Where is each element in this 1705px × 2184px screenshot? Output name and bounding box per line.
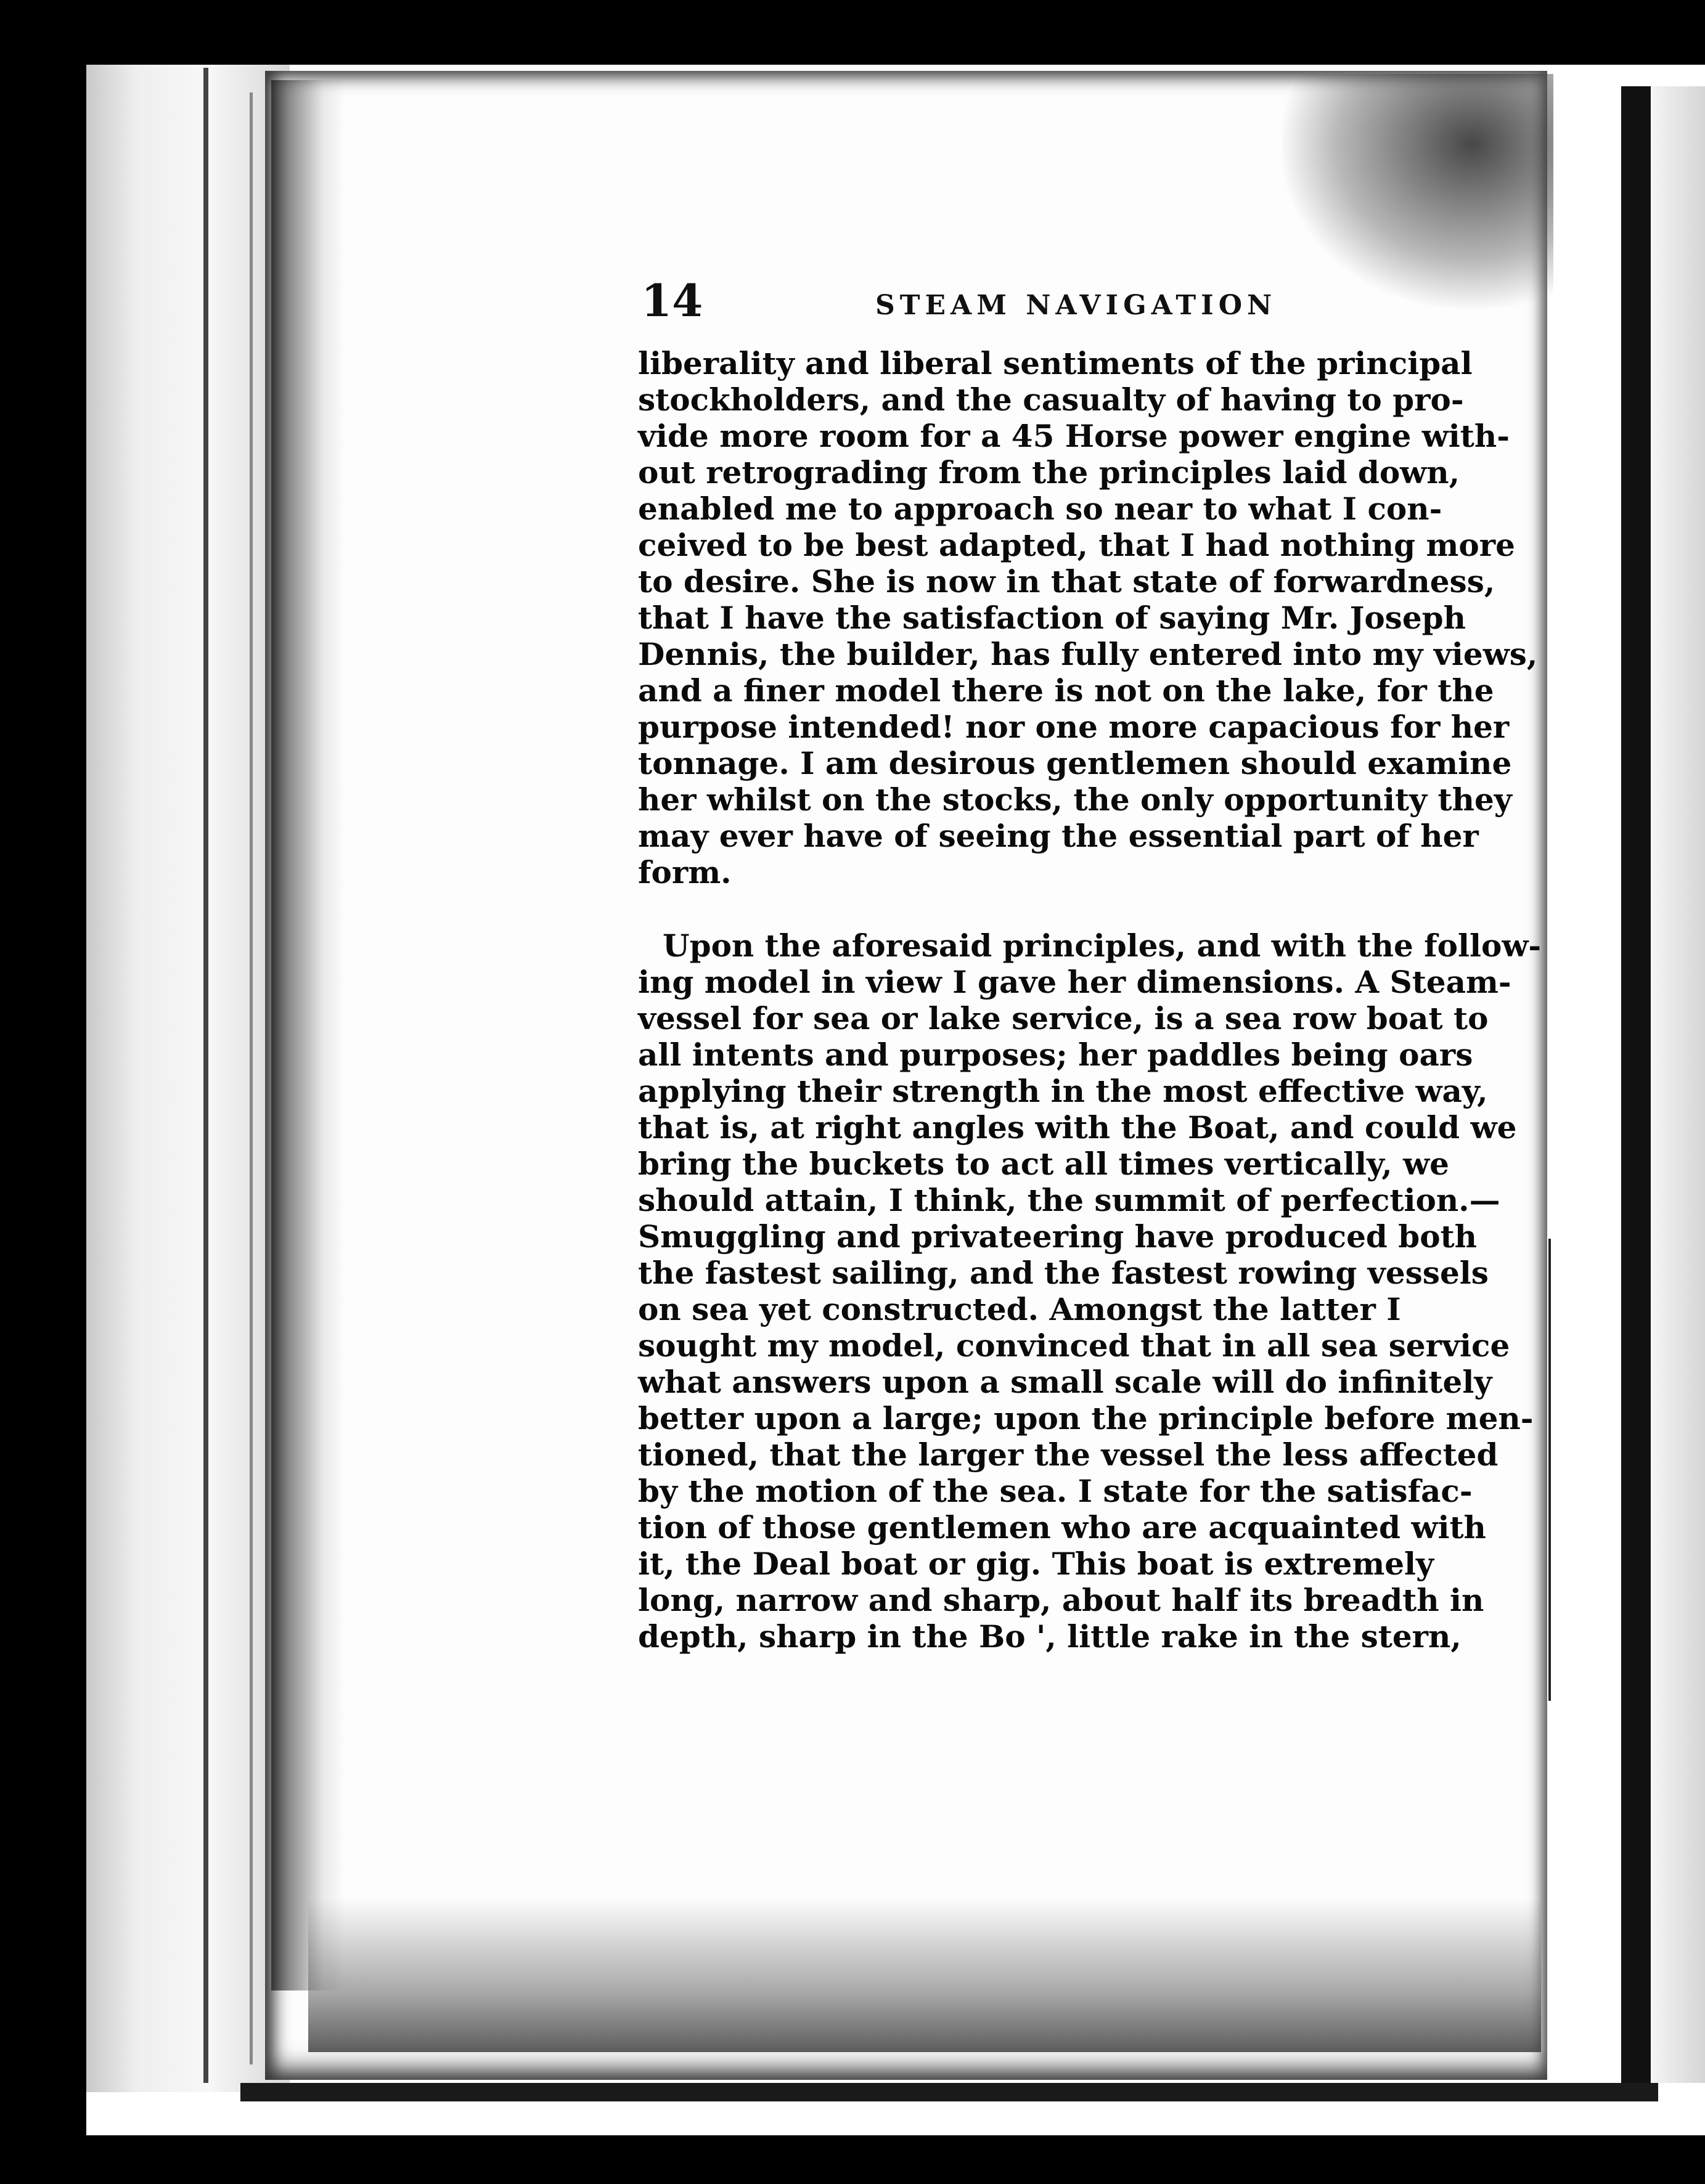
- text-line: that I have the satisfaction of saying Mr. Joseph: [638, 600, 1466, 636]
- text-line: stockholders, and the casualty of having to pro-: [638, 381, 1464, 418]
- text-line: should attain, I think, the summit of perfection.—: [638, 1182, 1500, 1218]
- page-number: 14: [641, 274, 703, 327]
- text-line: tioned, that the larger the vessel the less affected: [638, 1436, 1499, 1473]
- top-right-stain: [1282, 74, 1553, 308]
- text-line: form.: [638, 854, 732, 890]
- text-line: purpose intended! nor one more capacious for her: [638, 709, 1510, 745]
- text-line: it, the Deal boat or gig. This boat is extremely: [638, 1546, 1434, 1582]
- vertical-margin-mark: [1548, 1239, 1551, 1701]
- text-line: better upon a large; upon the principle before men-: [638, 1400, 1534, 1436]
- text-line: that is, at right angles with the Boat, and could we: [638, 1109, 1517, 1146]
- text-line: tion of those gentlemen who are acquainted with: [638, 1509, 1486, 1546]
- text-line: ceived to be best adapted, that I had nothing more: [638, 527, 1515, 563]
- right-margin-strip: [1652, 86, 1705, 2083]
- text-line: vessel for sea or lake service, is a sea row boat to: [638, 1000, 1489, 1037]
- bottom-stain: [308, 1898, 1541, 2052]
- text-line: sought my model, convinced that in all sea service: [638, 1327, 1510, 1364]
- text-line: enabled me to approach so near to what I con-: [638, 491, 1442, 527]
- text-line: vide more room for a 45 Horse power engine with-: [638, 418, 1510, 454]
- text-line: long, narrow and sharp, about half its breadth in: [638, 1582, 1484, 1618]
- text-line: liberality and liberal sentiments of the principal: [638, 345, 1473, 381]
- running-title: STEAM NAVIGATION: [875, 290, 1277, 321]
- text-line: all intents and purposes; her paddles being oars: [638, 1037, 1473, 1073]
- right-page-edge: [1621, 86, 1651, 2083]
- text-line: Upon the aforesaid principles, and with the follow-: [663, 927, 1542, 964]
- text-line: applying their strength in the most effective way,: [638, 1073, 1488, 1109]
- text-line: depth, sharp in the Bo ', little rake in the stern,: [638, 1618, 1462, 1655]
- left-margin-rule: [203, 68, 208, 2083]
- left-margin-rule-inner: [250, 92, 253, 2064]
- text-line: by the motion of the sea. I state for the satisfac-: [638, 1473, 1473, 1509]
- bottom-page-edge: [240, 2083, 1658, 2101]
- text-line: on sea yet constructed. Amongst the latter I: [638, 1291, 1401, 1327]
- text-line: to desire. She is now in that state of forwardness,: [638, 563, 1495, 600]
- left-margin-strip: [86, 65, 290, 2092]
- paragraph-1: [638, 345, 1538, 890]
- text-line: tonnage. I am desirous gentlemen should examine: [638, 745, 1512, 781]
- text-line: her whilst on the stocks, the only opportunity they: [638, 781, 1512, 818]
- text-line: out retrograding from the principles laid down,: [638, 454, 1460, 491]
- text-line: what answers upon a small scale will do infinitely: [638, 1364, 1492, 1400]
- text-line: Dennis, the builder, has fully entered into my views,: [638, 636, 1538, 672]
- text-line: may ever have of seeing the essential part of her: [638, 818, 1479, 854]
- text-line: bring the buckets to act all times vertically, we: [638, 1146, 1449, 1182]
- text-line: the fastest sailing, and the fastest rowing vessels: [638, 1255, 1489, 1291]
- paragraph-2: [638, 927, 1542, 1655]
- text-line: ing model in view I gave her dimensions. A Steam-: [638, 964, 1511, 1000]
- text-line: and a finer model there is not on the lake, for the: [638, 672, 1494, 709]
- left-edge-stain: [271, 80, 345, 1990]
- text-line: Smuggling and privateering have produced both: [638, 1218, 1478, 1255]
